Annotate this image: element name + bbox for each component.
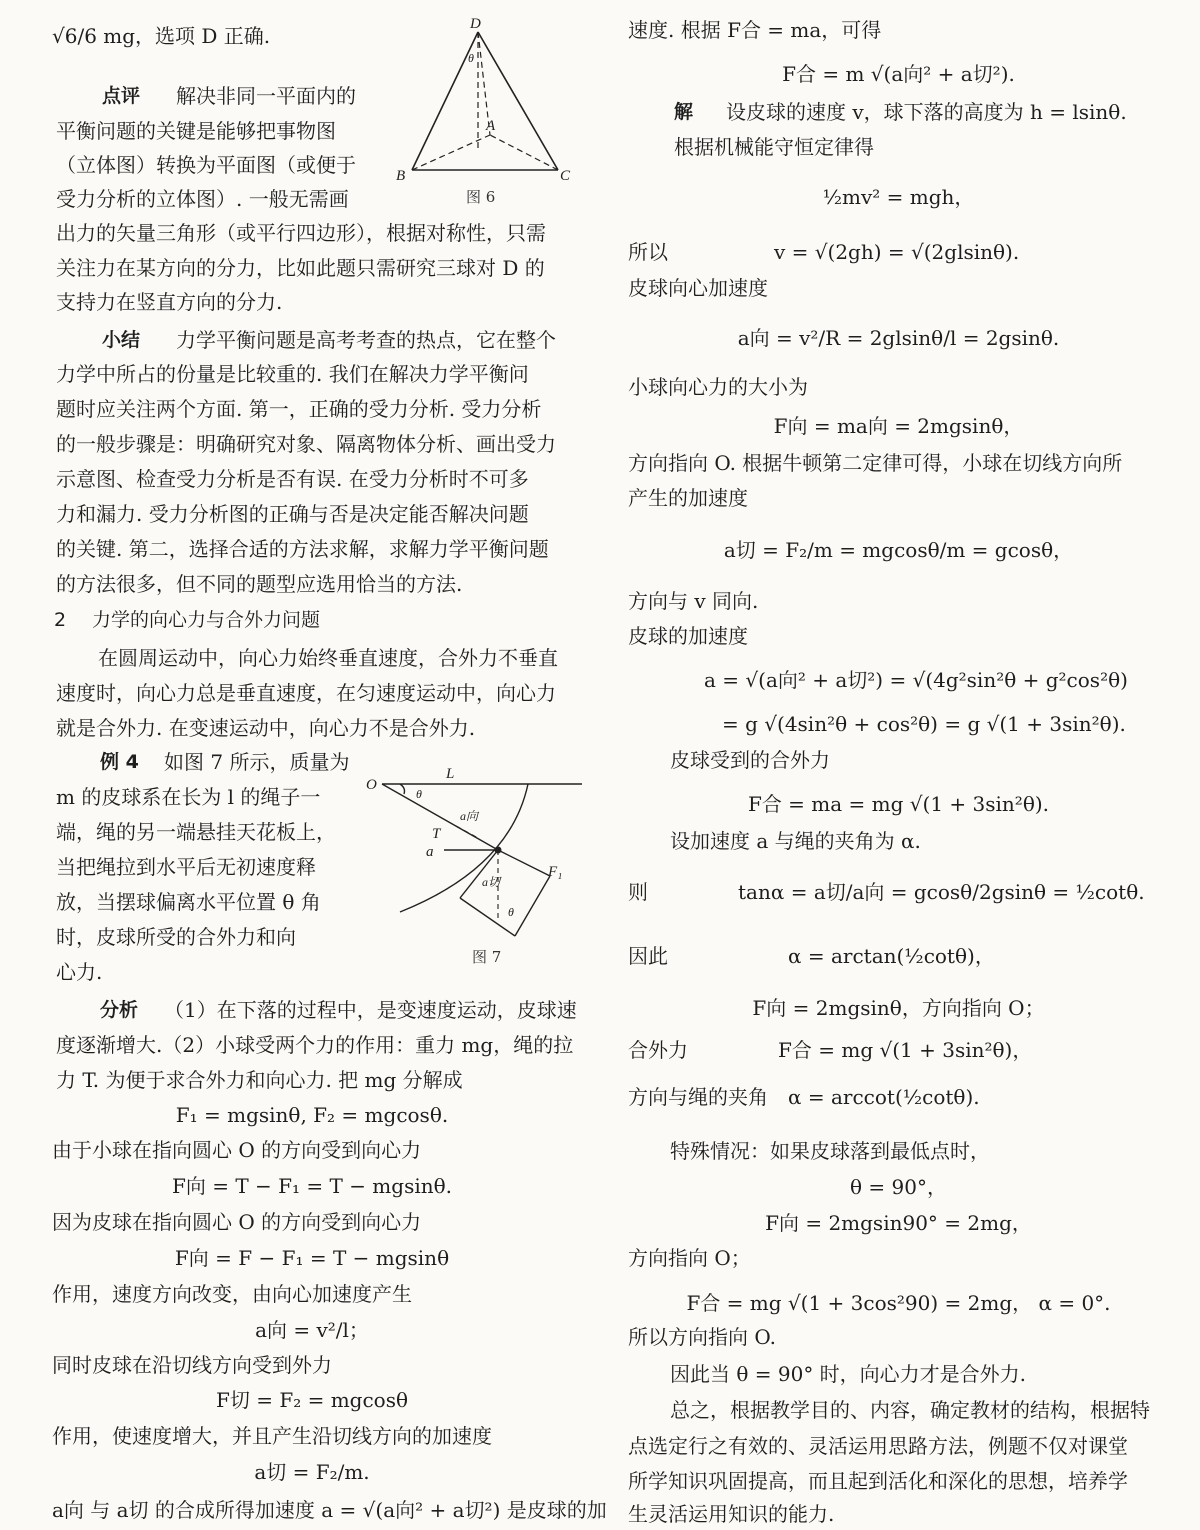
label-F1: F₁	[548, 864, 563, 880]
label-D: D	[470, 16, 481, 32]
text-line: 根据机械能守恒定律得	[674, 135, 874, 159]
text-line: 皮球受到的合外力	[670, 748, 830, 772]
example-label: 例 4	[100, 751, 139, 773]
text-line: 力 T. 为便于求合外力和向心力. 把 mg 分解成	[56, 1068, 463, 1092]
figure-6-caption: 图 6	[466, 188, 496, 206]
text-line: 由于小球在指向圆心 O 的方向受到向心力	[52, 1138, 422, 1162]
text-line: 同时皮球在沿切线方向受到外力	[52, 1353, 332, 1377]
label-theta: θ	[468, 51, 474, 65]
edge-ba	[412, 135, 490, 170]
text-line: （立体图）转换为平面图（或便于	[56, 153, 356, 177]
text-line: 力学平衡问题是高考考查的热点，它在整个	[176, 328, 556, 352]
figure-7-caption: 图 7	[472, 948, 502, 966]
label-a-tangent: a切	[482, 875, 501, 889]
text-line: 所以	[628, 240, 668, 264]
text-line: 小球向心力的大小为	[628, 375, 808, 399]
section-title: 力学的向心力与合外力问题	[92, 609, 321, 631]
text-line: 特殊情况：如果皮球落到最低点时，	[670, 1139, 990, 1163]
text-line: 当把绳拉到水平后无初速度释	[56, 855, 316, 879]
text-line: 放，当摆球偏离水平位置 θ 角	[56, 890, 321, 914]
text-line: 因此当 θ = 90° 时，向心力才是合外力.	[670, 1362, 1027, 1386]
formula: θ = 90°，	[850, 1175, 947, 1199]
text-line: 的关键. 第二，选择合适的方法求解，求解力学平衡问题	[56, 537, 549, 561]
text-line: 方向指向 O；	[628, 1246, 751, 1270]
formula: v = √(2gh) = √(2glsinθ).	[774, 240, 1020, 264]
text-line: 生灵活运用知识的能力.	[628, 1502, 835, 1526]
text-line: 出力的矢量三角形（或平行四边形），根据对称性，只需	[56, 221, 546, 245]
text-line: 所以方向指向 O.	[628, 1325, 776, 1349]
triangle-edge2	[515, 876, 550, 936]
text-line: 在圆周运动中，向心力始终垂直速度，合外力不垂直	[98, 646, 558, 670]
heading-analysis: 分析	[100, 999, 139, 1021]
text-line: 因为皮球在指向圆心 O 的方向受到向心力	[52, 1210, 422, 1234]
text-line: 设皮球的速度 v，球下落的高度为 h = lsinθ.	[726, 100, 1127, 124]
text-line: √6/6 mg，选项 D 正确.	[52, 24, 271, 48]
text-line: a向 与 a切 的合成所得加速度 a = √(a向² + a切²) 是皮球的加	[52, 1498, 607, 1522]
formula: F合 = ma = mg √(1 + 3sin²θ).	[747, 792, 1050, 816]
formula: a = √(a向² + a切²) = √(4g²sin²θ + g²cos²θ)	[704, 668, 1128, 692]
text-line: 力学中所占的份量是比较重的. 我们在解决力学平衡问	[56, 362, 529, 386]
formula: a切 = F₂/m.	[254, 1460, 370, 1484]
text-line: 的方法很多，但不同的题型应选用恰当的方法.	[56, 572, 463, 596]
heading-solution: 解	[674, 101, 694, 123]
text-line: 合外力	[628, 1038, 688, 1062]
text-line: 速度. 根据 F合 = ma，可得	[628, 18, 882, 42]
text-line: 产生的加速度	[628, 486, 748, 510]
text-line: 方向指向 O. 根据牛顿第二定律可得，小球在切线方向所	[628, 451, 1123, 475]
formula: = g √(4sin²θ + cos²θ) = g √(1 + 3sin²θ).	[722, 712, 1126, 736]
text-line: （1）在下落的过程中，是变速度运动，皮球速	[164, 998, 577, 1022]
label-a-centripetal: a向	[460, 809, 479, 823]
formula: F合 = mg √(1 + 3sin²θ)，	[778, 1038, 1033, 1062]
text-line: 支持力在竖直方向的分力.	[56, 290, 283, 314]
label-B: B	[396, 168, 406, 184]
label-a: a	[426, 844, 434, 860]
formula: F₁ = mgsinθ, F₂ = mgcosθ.	[175, 1103, 449, 1127]
a-center-dash	[456, 826, 478, 838]
text-line: 则	[628, 880, 648, 904]
heading-comment: 点评	[102, 85, 141, 107]
text-line: 总之，根据教学目的、内容，确定教材的结构，根据特	[670, 1398, 1150, 1422]
formula: a切 = F₂/m = mgcosθ/m = gcosθ，	[723, 538, 1074, 562]
text-line: 端，绳的另一端悬挂天花板上，	[56, 820, 336, 844]
text-line: 度逐渐增大.（2）小球受两个力的作用：重力 mg，绳的拉	[56, 1033, 574, 1057]
text-line: 题时应关注两个方面. 第一，正确的受力分析. 受力分析	[56, 397, 542, 421]
heading-summary: 小结	[102, 329, 141, 351]
formula: F向 = 2mgsin90° = 2mg，	[765, 1211, 1032, 1235]
figure-7-pendulum	[360, 768, 590, 958]
text-line: 方向与绳的夹角	[628, 1085, 768, 1109]
text-line: 作用，使速度增大，并且产生沿切线方向的加速度	[52, 1424, 492, 1448]
triangle-edge	[460, 898, 515, 936]
text-line: 作用，速度方向改变，由向心加速度产生	[52, 1282, 412, 1306]
figure-6-pyramid	[390, 10, 600, 210]
text-line: m 的皮球系在长为 l 的绳子一	[56, 785, 321, 809]
text-line: 时，皮球所受的合外力和向	[56, 925, 296, 949]
text-line: 力和漏力. 受力分析图的正确与否是决定能否解决问题	[56, 502, 529, 526]
label-theta: θ	[416, 787, 422, 801]
formula: F合 = mg √(1 + 3cos²90) = 2mg， α = 0°.	[686, 1291, 1111, 1315]
formula: α = arccot(½cotθ).	[788, 1085, 980, 1109]
text-line: 心力.	[56, 960, 103, 984]
text-line: 所学知识巩固提高，而且起到活化和深化的思想，培养学	[628, 1469, 1128, 1493]
label-T: T	[432, 826, 441, 842]
formula: F合 = m √(a向² + a切²).	[782, 62, 1015, 86]
text-line: 就是合外力. 在变速运动中，向心力不是合外力.	[56, 716, 476, 740]
text-line: 皮球向心加速度	[628, 276, 768, 300]
label-O: O	[366, 777, 377, 793]
label-L: L	[446, 768, 455, 782]
text-line: 受力分析的立体图）. 一般无需画	[56, 187, 349, 211]
formula: F向 = 2mgsinθ，方向指向 O；	[752, 996, 1045, 1020]
section-number: 2	[54, 609, 67, 631]
text-line: 因此	[628, 944, 668, 968]
label-A: A	[486, 118, 496, 134]
formula: ½mv² = mgh，	[822, 185, 975, 209]
text-line: 的一般步骤是：明确研究对象、隔离物体分析、画出受力	[56, 432, 556, 456]
text-line: 速度时，向心力总是垂直速度，在匀速度运动中，向心力	[56, 681, 556, 705]
text-line: 如图 7 所示，质量为	[164, 750, 350, 774]
text-line: 平衡问题的关键是能够把事物图	[56, 119, 336, 143]
label-C: C	[560, 168, 571, 184]
formula: F向 = ma向 = 2mgsinθ，	[773, 414, 1024, 438]
text-line: 设加速度 a 与绳的夹角为 α.	[670, 829, 921, 853]
formula: a向 = v²/R = 2glsinθ/l = 2gsinθ.	[737, 326, 1060, 350]
formula: a向 = v²/l；	[255, 1318, 369, 1342]
text-line: 皮球的加速度	[628, 624, 748, 648]
text-line: 点选定行之有效的、灵活运用思路方法，例题不仅对课堂	[628, 1434, 1128, 1458]
force-F1	[498, 850, 550, 876]
formula: F向 = F − F₁ = T − mgsinθ	[174, 1246, 450, 1270]
text-line: 解决非同一平面内的	[176, 84, 356, 108]
formula: tanα = a切/a向 = gcosθ/2gsinθ = ½cotθ.	[738, 880, 1145, 904]
formula: F向 = T − F₁ = T − mgsinθ.	[171, 1174, 453, 1198]
tangent-line	[460, 850, 498, 898]
text-line: 方向与 v 同向.	[628, 589, 759, 613]
text-line: 示意图、检查受力分析是否有误. 在受力分析时不可多	[56, 467, 529, 491]
formula: F切 = F₂ = mgcosθ	[215, 1388, 409, 1412]
label-theta-2: θ	[508, 905, 514, 919]
ball	[495, 847, 502, 854]
formula: α = arctan(½cotθ)，	[788, 944, 995, 968]
angle-arc	[400, 784, 405, 794]
text-line: 关注力在某方向的分力，比如此题只需研究三球对 D 的	[56, 256, 545, 280]
